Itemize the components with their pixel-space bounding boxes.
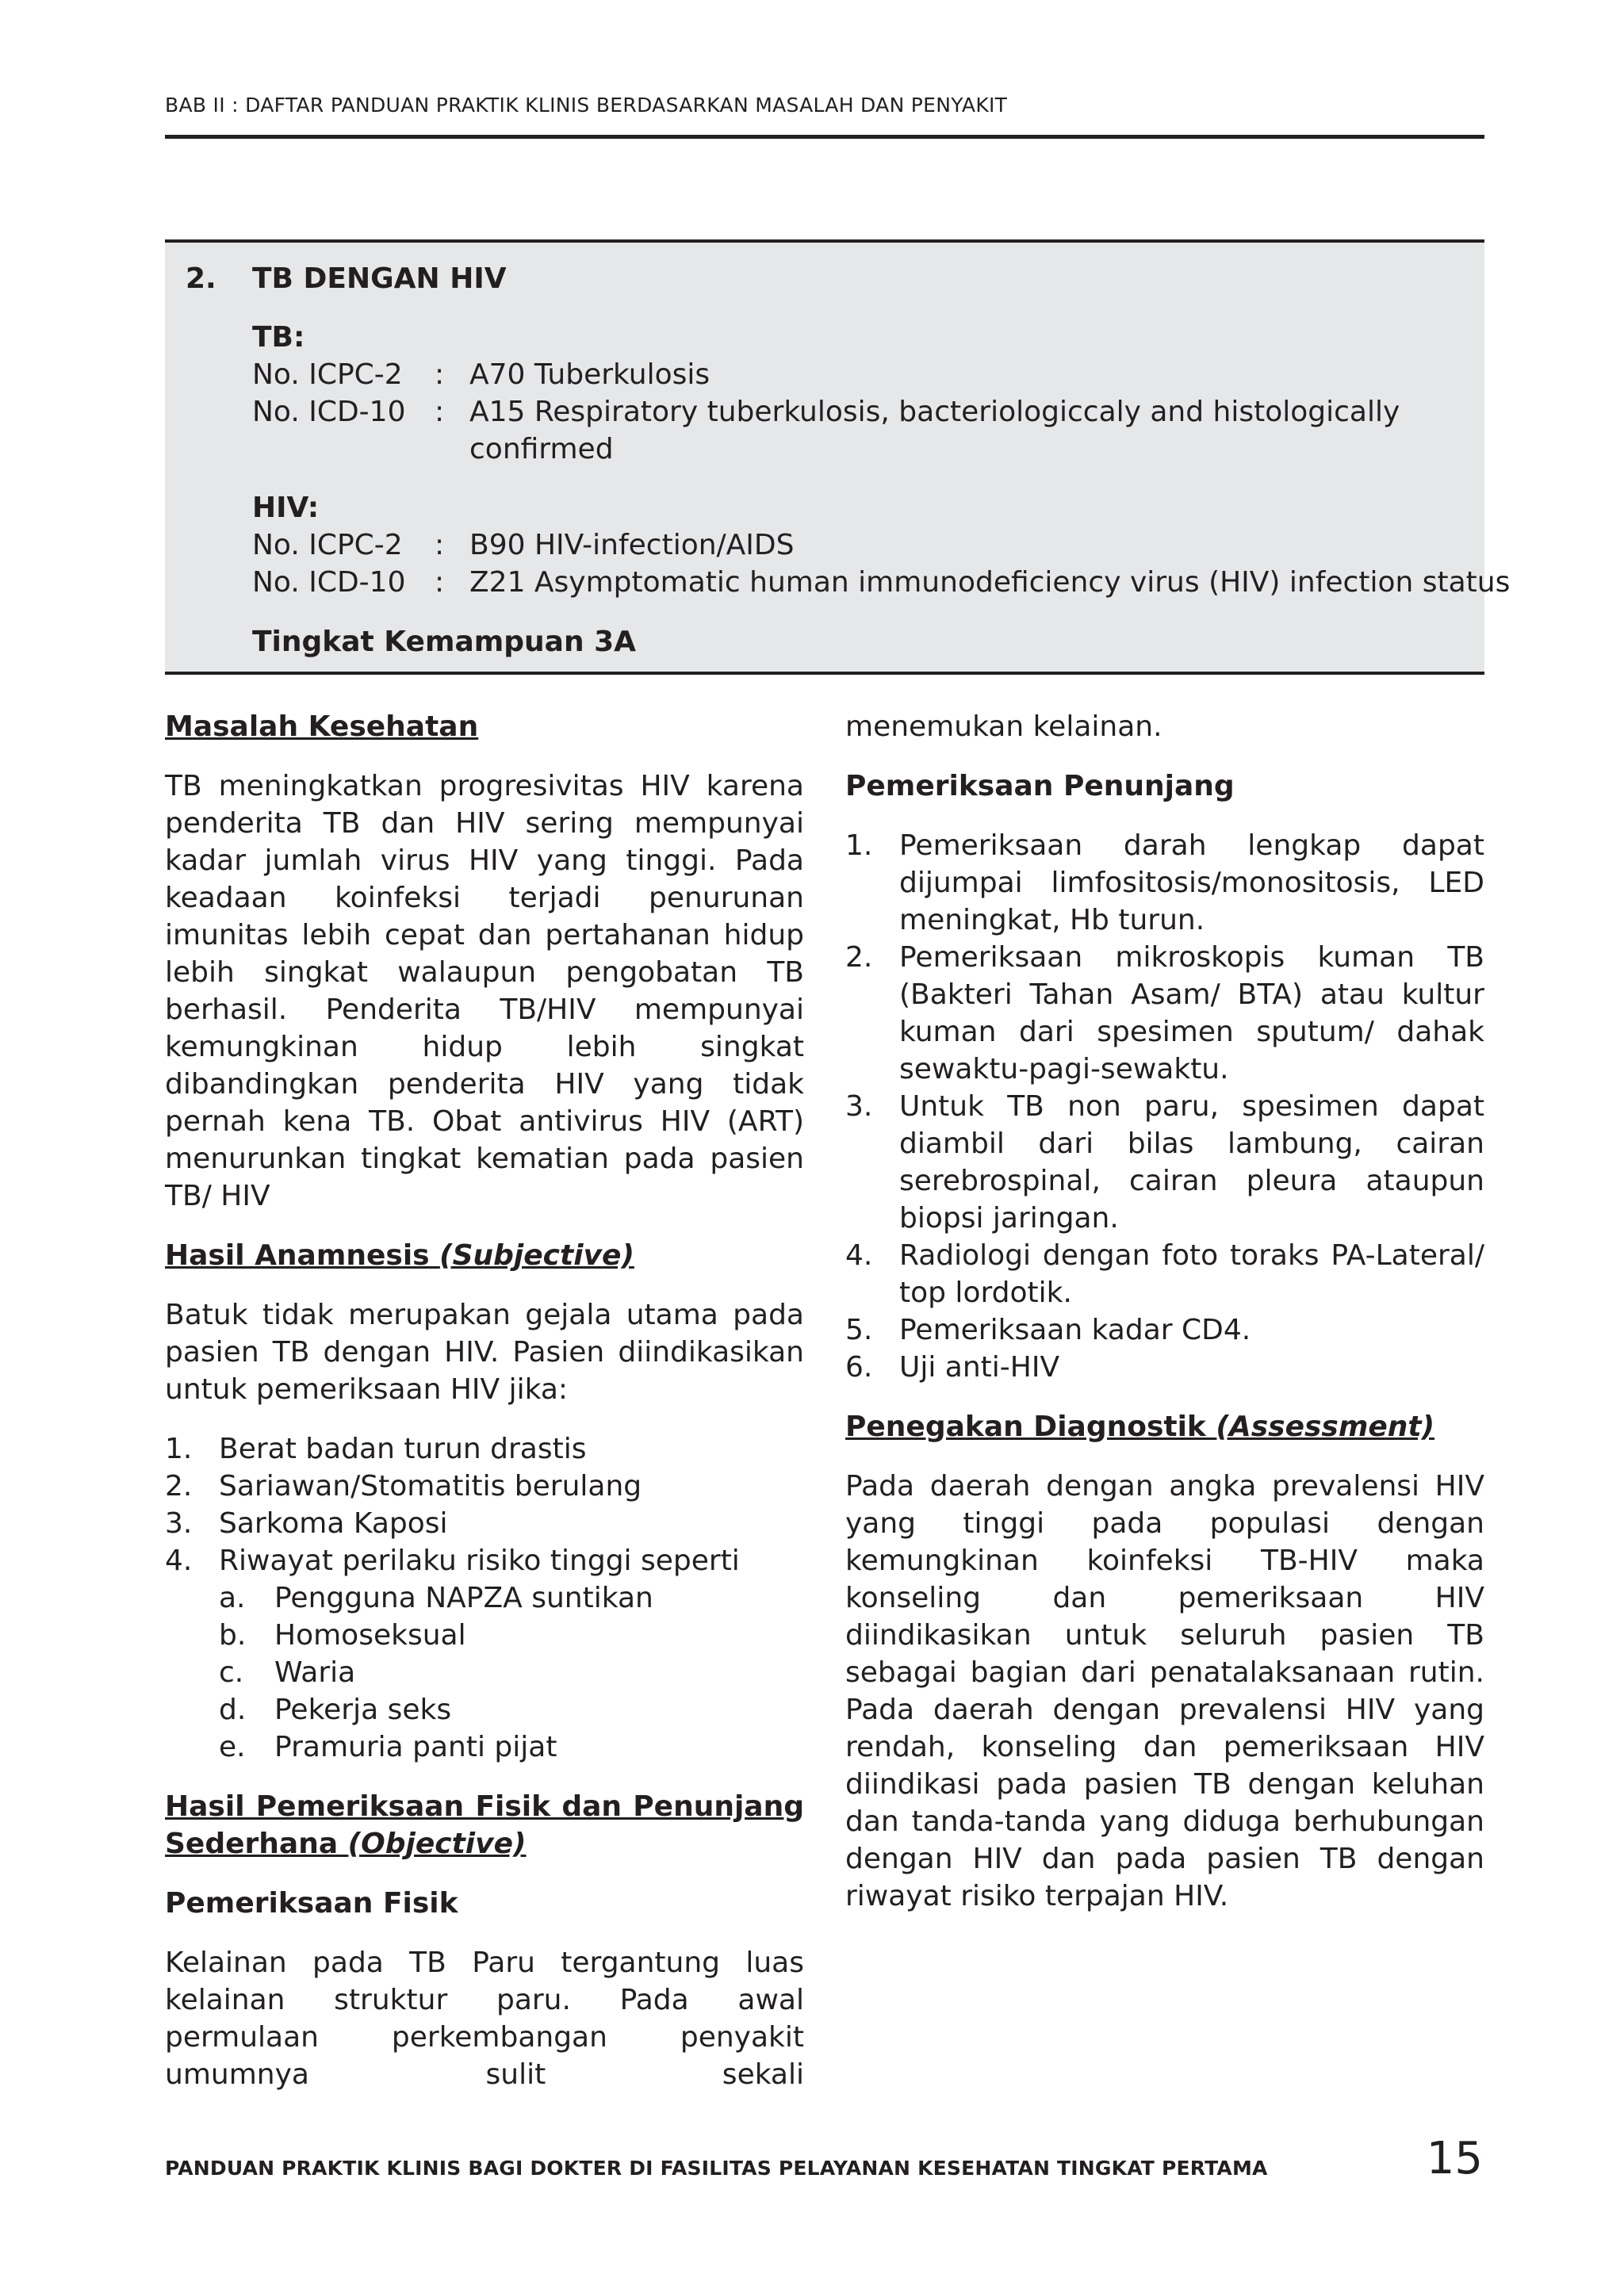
section-title: TB DENGAN HIV: [252, 262, 507, 295]
list-item: 1. Pemeriksaan darah lengkap dapat dijumpai limfositosis/monositosis, LED meningkat, Hb turun.: [845, 829, 1484, 936]
diagnostik-paragraph: Pada daerah dengan angka prevalensi HIV yang tinggi pada populasi dengan kemungkinan koinfeksi TB-HIV maka konseling dan pemeriksaan HIV diindikasikan untuk seluruh pasien TB sebagai bagian dari penatalaksanaan rutin. Pada daerah dengan prevalensi HIV yang rendah, konseling dan pemeriksaan HIV diindikasi pada pasien TB dengan keluhan dan tanda-tanda yang diduga berhubungan dengan HIV dan pada pasien TB dengan riwayat risiko terpajan HIV.: [845, 1470, 1484, 1912]
hiv-label: HIV:: [252, 492, 320, 524]
hiv-icpc-label: No. ICPC-2: [252, 529, 403, 561]
list-item: 4. Radiologi dengan foto toraks PA-Lateral/ top lordotik.: [845, 1239, 1484, 1309]
running-footer: PANDUAN PRAKTIK KLINIS BAGI DOKTER DI FASILITAS PELAYANAN KESEHATAN TINGKAT PERTAMA: [165, 2157, 1268, 2180]
header-rule: [165, 135, 1484, 139]
penunjang-heading: Pemeriksaan Penunjang: [845, 770, 1235, 802]
list-item: 3. Sarkoma Kaposi: [165, 1507, 448, 1540]
competency-level: Tingkat Kemampuan 3A: [252, 626, 637, 658]
pemeriksaan-fisik-heading: Pemeriksaan Fisik: [165, 1887, 458, 1920]
right-column: [845, 708, 1484, 1937]
tb-icd-colon: :: [435, 396, 445, 428]
list-item: d. Pekerja seks: [219, 1694, 452, 1726]
disease-code-box: [165, 239, 1511, 675]
tb-icd-value: A15 Respiratory tuberkulosis, bacteriologiccaly and histologically: [469, 396, 1400, 428]
objective-heading: Hasil Pemeriksaan Fisik dan Penunjang Sederhana (Objective): [165, 1790, 804, 1860]
list-item: 2. Pemeriksaan mikroskopis kuman TB (Bakteri Tahan Asam/ BTA) atau kultur kuman dari spesimen sputum/ dahak sewaktu-pagi-sewaktu.: [845, 941, 1484, 1085]
list-item: e. Pramuria panti pijat: [219, 1731, 557, 1763]
hiv-icd-colon: :: [435, 566, 445, 599]
tb-icpc-colon: :: [435, 358, 445, 391]
tb-label: TB:: [252, 321, 305, 354]
hiv-icd-value: Z21 Asymptomatic human immunodeficiency virus (HIV) infection status: [469, 566, 1511, 599]
list-item: a. Pengguna NAPZA suntikan: [219, 1582, 653, 1614]
masalah-paragraph: TB meningkatkan progresivitas HIV karena penderita TB dan HIV sering mempunyai kadar jumlah virus HIV yang tinggi. Pada keadaan koinfeksi terjadi penurunan imunitas lebih cepat dan pertahanan hidup lebih singkat walaupun pengobatan TB berhasil. Penderita TB/HIV mempunyai kemungkinan hidup lebih singkat dibandingkan penderita HIV yang tidak pernah kena TB. Obat antivirus HIV (ART) menurunkan tingkat kematian pada pasien TB/ HIV: [165, 770, 804, 1212]
list-item: b. Homoseksual: [219, 1619, 466, 1652]
hiv-icd-label: No. ICD-10: [252, 566, 406, 599]
tb-icpc-value: A70 Tuberkulosis: [469, 358, 710, 391]
hiv-icpc-value: B90 HIV-infection/AIDS: [469, 529, 795, 561]
left-column: [165, 708, 804, 2115]
tb-icpc-label: No. ICPC-2: [252, 358, 403, 391]
list-item: 2. Sariawan/Stomatitis berulang: [165, 1470, 642, 1503]
diagnostik-heading: Penegakan Diagnostik (Assessment): [845, 1411, 1435, 1443]
pemeriksaan-fisik-paragraph: Kelainan pada TB Paru tergantung luas kelainan struktur paru. Pada awal permulaan perkembangan penyakit umumnya sulit sekali: [165, 1947, 804, 2091]
section-number: 2.: [186, 262, 216, 295]
list-item: 5. Pemeriksaan kadar CD4.: [845, 1314, 1251, 1346]
list-item: c. Waria: [219, 1656, 356, 1689]
tb-icd-value-cont: confirmed: [469, 433, 614, 465]
masalah-heading: Masalah Kesehatan: [165, 710, 479, 743]
continuation-text: menemukan kelainan.: [845, 710, 1162, 743]
list-item: 3. Untuk TB non paru, spesimen dapat diambil dari bilas lambung, cairan serebrospinal, cairan pleura ataupun biopsi jaringan.: [845, 1090, 1484, 1235]
hiv-icpc-colon: :: [435, 529, 445, 561]
list-item: 4. Riwayat perilaku risiko tinggi seperti a. Pengguna NAPZA suntikan b. Homoseksual c. Waria d. Pekerja seks e. Pramuria panti pijat: [165, 1542, 804, 1766]
anamnesis-heading: Hasil Anamnesis (Subjective): [165, 1239, 634, 1272]
list-item: 6. Uji anti-HIV: [845, 1351, 1060, 1384]
page-number: 15: [1426, 2133, 1483, 2184]
tb-icd-label: No. ICD-10: [252, 396, 406, 428]
anamnesis-list: [165, 1430, 804, 1766]
running-header: BAB II : DAFTAR PANDUAN PRAKTIK KLINIS BERDASARKAN MASALAH DAN PENYAKIT: [165, 94, 1008, 117]
risk-sublist: [219, 1579, 804, 1766]
penunjang-list: [845, 827, 1484, 1386]
list-item: 1. Berat badan turun drastis: [165, 1433, 587, 1465]
anamnesis-paragraph: Batuk tidak merupakan gejala utama pada pasien TB dengan HIV. Pasien diindikasikan untuk pemeriksaan HIV jika:: [165, 1299, 804, 1406]
